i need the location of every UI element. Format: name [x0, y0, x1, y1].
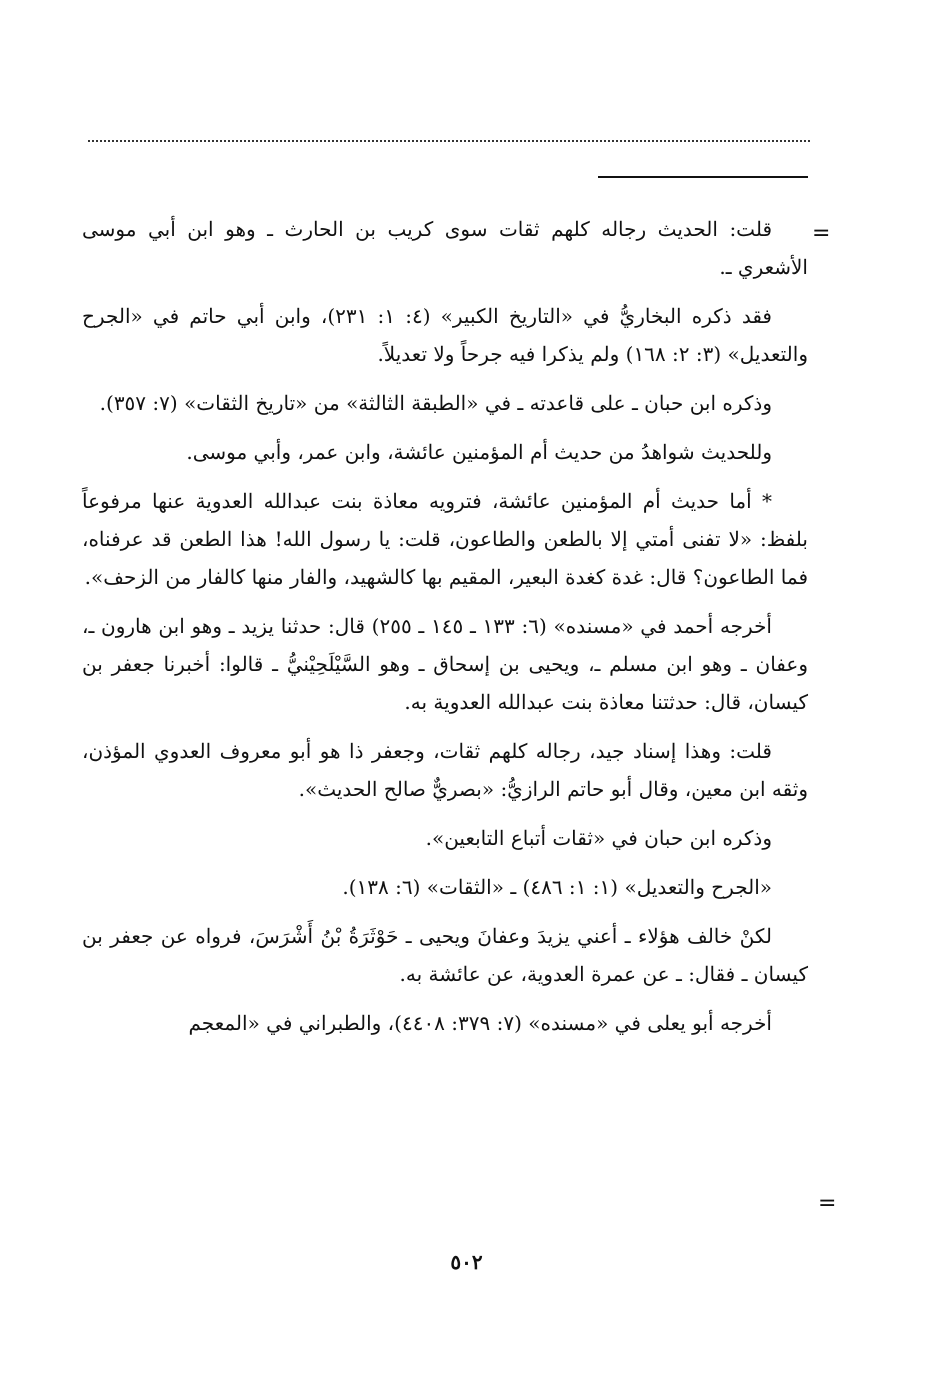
footnote-rule — [598, 176, 808, 178]
paragraph: قلت: الحديث رجاله كلهم ثقات سوى كريب بن الحارث ـ وهو ابن أبي موسى الأشعري ـ. — [82, 217, 808, 279]
paragraph: وذكره ابن حبان في «ثقات أتباع التابعين». — [425, 826, 772, 850]
paragraph: قلت: وهذا إسناد جيد، رجاله كلهم ثقات، وجعفر ذا هو أبو معروف العدوي المؤذن، وثقه ابن معين، وقال أبو حاتم الرازيُّ: «بصريٌّ صالح الحديث». — [82, 739, 808, 801]
continuation-mark-bottom: = — [818, 1191, 837, 1216]
page-number: ٥٠٢ — [450, 1250, 483, 1274]
dotted-separator — [88, 140, 810, 142]
paragraph: فقد ذكره البخاريُّ في «التاريخ الكبير» (٤: ١: ٢٣١)، وابن أبي حاتم في «الجرح والتعديل» (٣: ٢: ١٦٨) ولم يذكرا فيه جرحاً ولا تعديلاً. — [82, 304, 808, 366]
paragraph: * أما حديث أم المؤمنين عائشة، فترويه معاذة بنت عبدالله العدوية عنها مرفوعاً بلفظ: «لا تفنى أمتي إلا بالطعن والطاعون، قلت: يا رسول الله! هذا الطعن قد عرفناه، فما الطاعون؟ قال: غدة كغدة البعير، المقيم بها كالشهيد، والفار منها كالفار من الزحف». — [82, 489, 808, 589]
paragraph: «الجرح والتعديل» (١: ١: ٤٨٦) ـ «الثقات» (٦: ١٣٨). — [342, 875, 772, 899]
paragraph: لكنْ خالف هؤلاء ـ أعني يزيدَ وعفانَ ويحيى ـ حَوْثَرَةُ بْنُ أَشْرَسَ، فرواه عن جعفر بن كيسان ـ فقال: ـ عن عمرة العدوية، عن عائشة به. — [82, 924, 808, 986]
continuation-mark-top: = — [812, 221, 831, 246]
paragraph: أخرجه أحمد في «مسنده» (٦: ١٣٣ ـ ١٤٥ ـ ٢٥٥) قال: حدثنا يزيد ـ وهو ابن هارون ـ، وعفان ـ وهو ابن مسلم ـ، ويحيى بن إسحاق ـ وهو السَّيْلَحِيْنيُّ ـ قالوا: أخبرنا جعفر بن كيسان، قال: حدثتنا معاذة بنت عبدالله العدوية به. — [82, 614, 808, 714]
footnote-text — [82, 210, 808, 1042]
paragraph: أخرجه أبو يعلى في «مسنده» (٧: ٣٧٩: ٤٤٠٨)، والطبراني في «المعجم — [188, 1011, 772, 1035]
paragraph: وللحديث شواهدُ من حديث أم المؤمنين عائشة، وابن عمر، وأبي موسى. — [186, 440, 772, 464]
paragraph: وذكره ابن حبان ـ على قاعدته ـ في «الطبقة الثالثة» من «تاريخ الثقات» (٧: ٣٥٧). — [99, 391, 772, 415]
